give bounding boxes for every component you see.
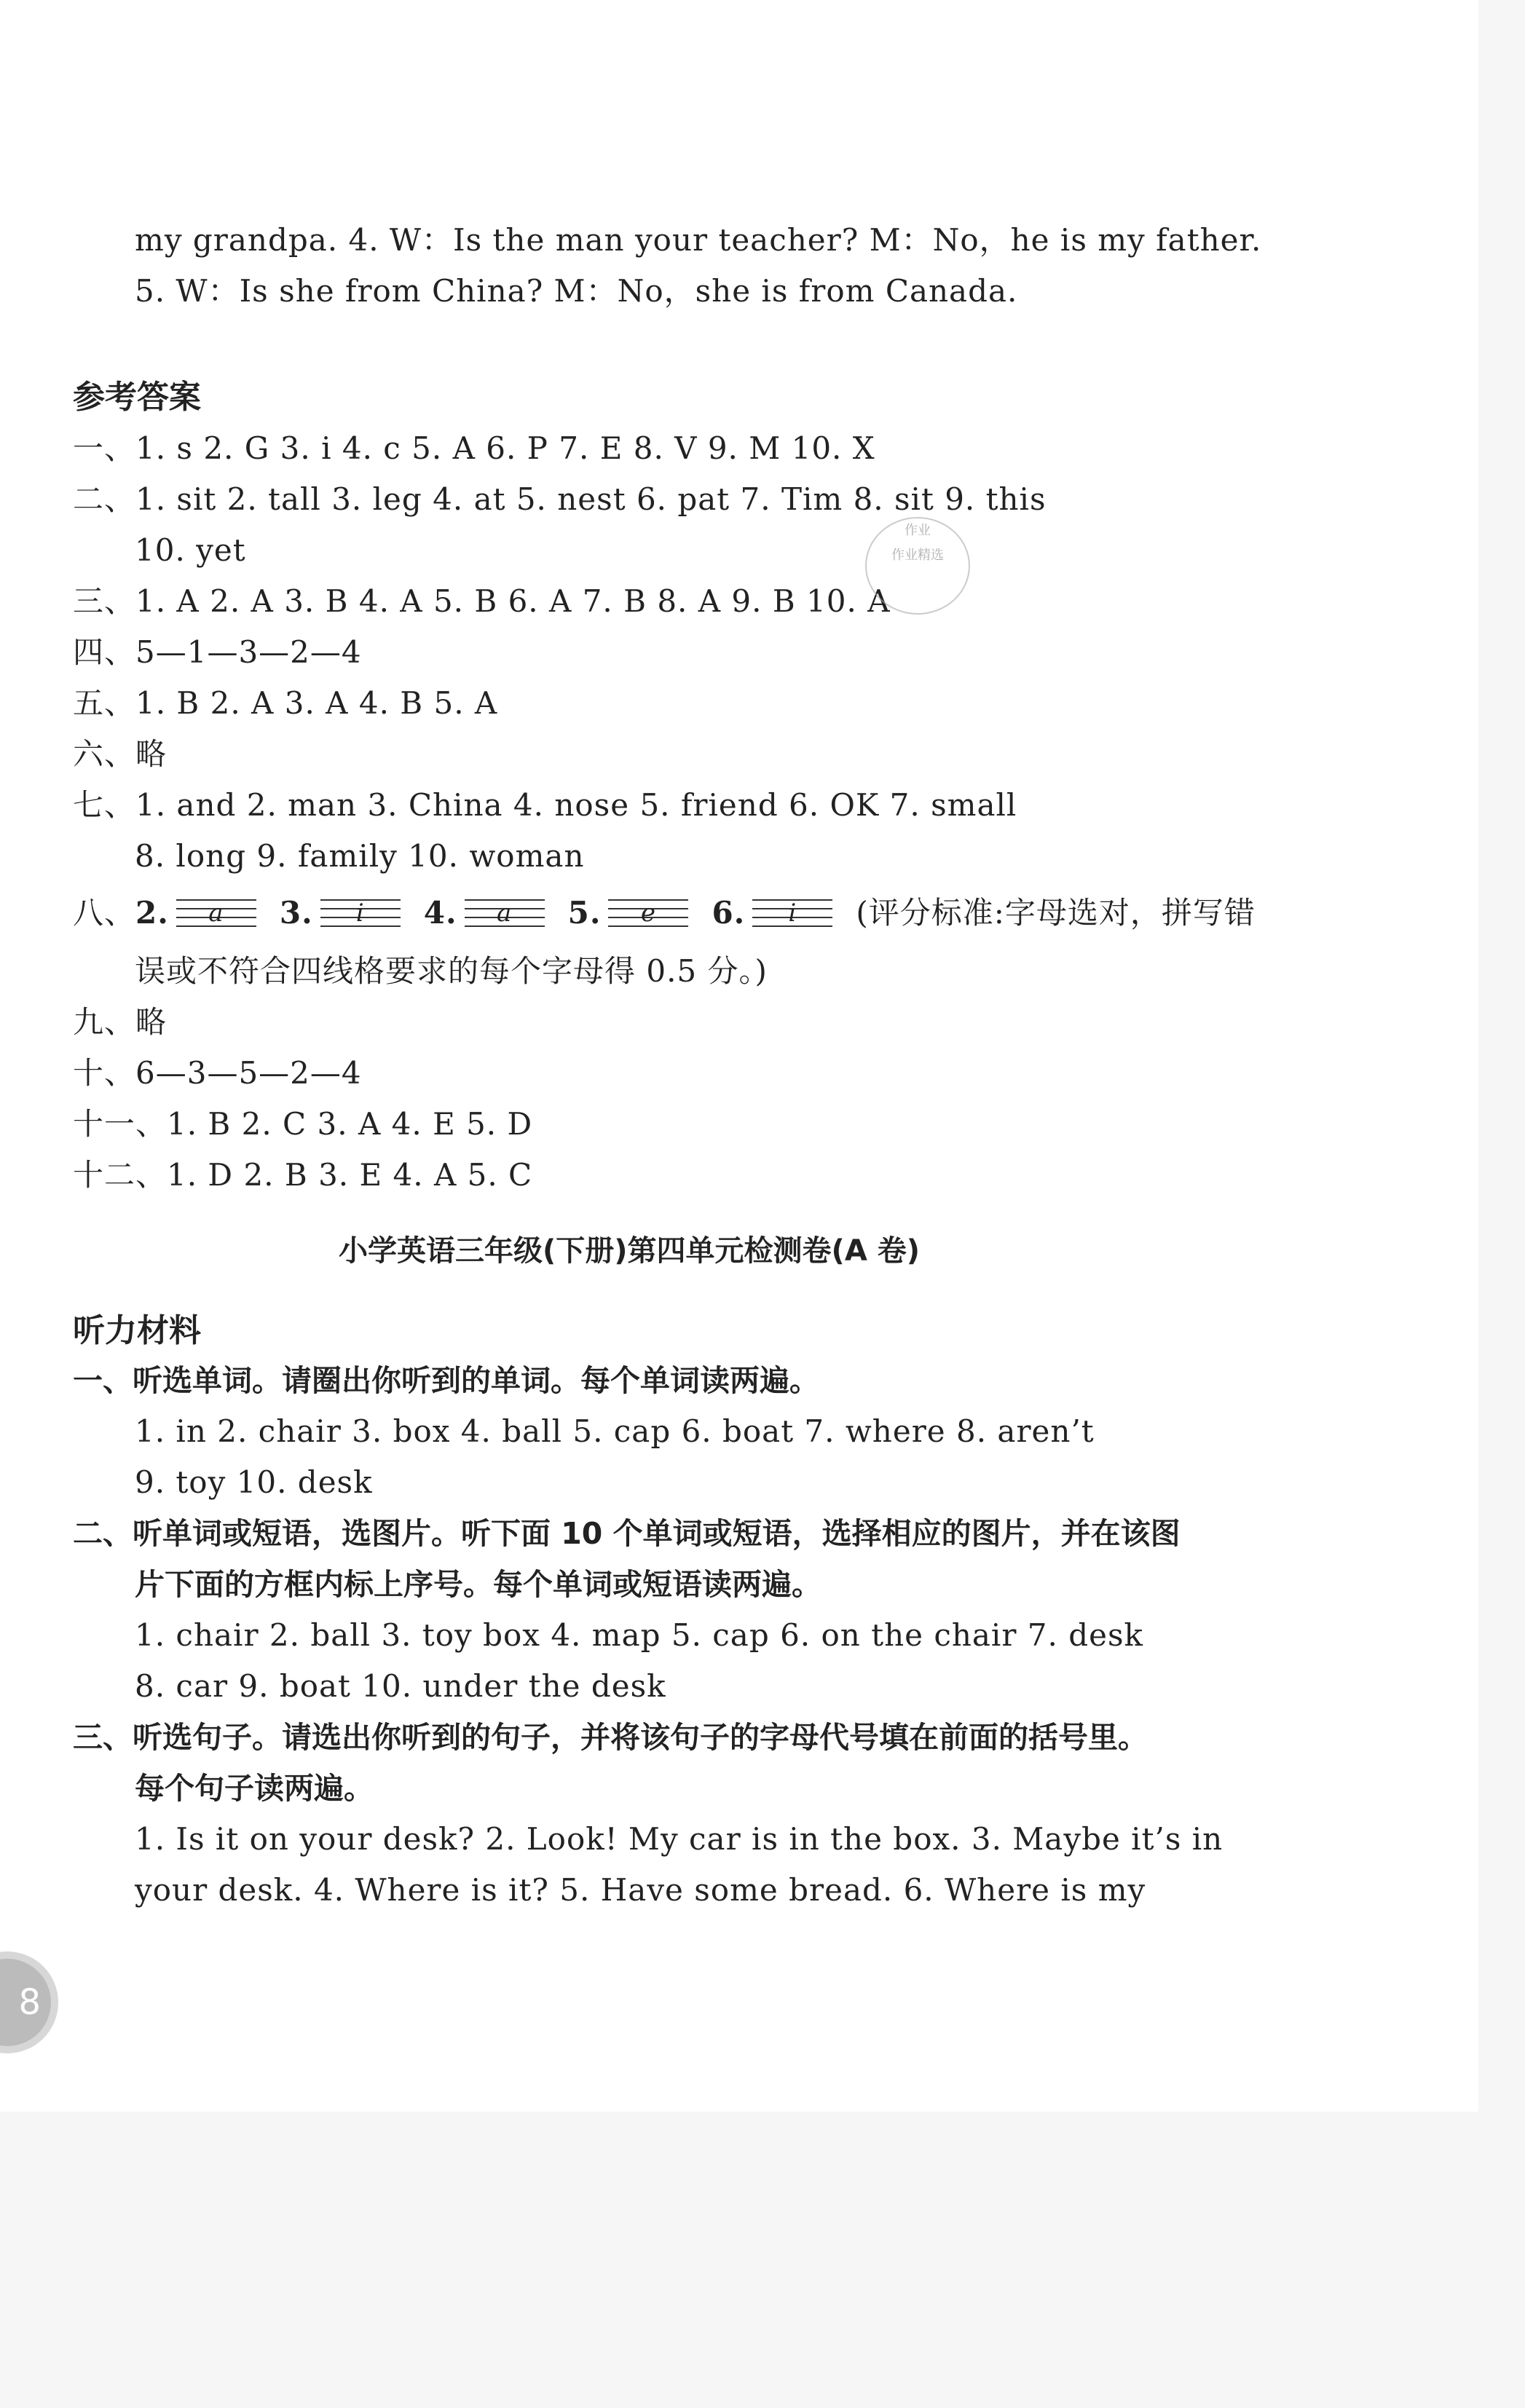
- answer-row-7-cont: 8. long 9. family 10. woman: [135, 838, 585, 874]
- item-number: 2.: [135, 895, 169, 931]
- four-line-grid: [176, 899, 256, 931]
- four-line-grid: [320, 899, 401, 931]
- section-3-answers-1: 1. Is it on your desk? 2. Look! My car is in the box. 3. Maybe it’s in: [135, 1821, 1223, 1857]
- four-line-item: [280, 895, 408, 931]
- four-line-item: [135, 895, 264, 931]
- handwritten-letter: i: [355, 899, 365, 928]
- section-2-question-2: 片下面的方框内标上序号。每个单词或短语读两遍。: [135, 1567, 821, 1602]
- answer-row-7: 七、1. and 2. man 3. China 4. nose 5. friend 6. OK 7. small: [73, 787, 1017, 823]
- answer-row-2-cont: 10. yet: [135, 532, 246, 568]
- row-8-note: (评分标准:字母选对，拼写错: [856, 895, 1256, 931]
- answer-row-5: 五、1. B 2. A 3. A 4. B 5. A: [73, 685, 498, 721]
- row-8-prefix: 八、: [73, 895, 136, 931]
- four-line-grid: [752, 899, 832, 931]
- answer-row-10: 十、6—3—5—2—4: [73, 1055, 362, 1091]
- answer-row-11: 十一、1. B 2. C 3. A 4. E 5. D: [73, 1106, 533, 1142]
- item-number: 3.: [279, 895, 313, 931]
- four-line-item: [568, 895, 696, 931]
- section-2-answers-2: 8. car 9. boat 10. under the desk: [135, 1668, 666, 1704]
- section-3-question-1: 三、听选句子。请选出你听到的句子，并将该句子的字母代号填在前面的括号里。: [73, 1720, 1148, 1755]
- listening-heading: 听力材料: [73, 1312, 201, 1349]
- section-1-answers-2: 9. toy 10. desk: [135, 1464, 373, 1500]
- four-line-grid: [608, 899, 688, 931]
- section-3-question-2: 每个句子读两遍。: [135, 1771, 374, 1806]
- four-line-item: [424, 895, 552, 931]
- unit-title: 小学英语三年级(下册)第四单元检测卷(A 卷): [339, 1234, 921, 1268]
- item-number: 4.: [423, 895, 457, 931]
- stamp-text-2: 作业精选: [891, 548, 944, 563]
- answer-row-3: 三、1. A 2. A 3. B 4. A 5. B 6. A 7. B 8. A 9. B 10. A: [73, 583, 891, 619]
- answer-row-8-cont: 误或不符合四线格要求的每个字母得 0.5 分。): [135, 953, 768, 989]
- handwritten-letter: a: [208, 899, 224, 928]
- answer-row-6: 六、略: [73, 736, 168, 772]
- section-1-question: 一、听选单词。请圈出你听到的单词。每个单词读两遍。: [73, 1363, 819, 1398]
- section-3-answers-2: your desk. 4. Where is it? 5. Have some bread. 6. Where is my: [135, 1872, 1146, 1908]
- handwritten-letter: a: [496, 899, 513, 928]
- four-line-grid: [465, 899, 545, 931]
- answers-heading: 参考答案: [73, 379, 201, 416]
- answer-row-8: [73, 893, 1256, 933]
- handwritten-letter: i: [788, 899, 797, 928]
- section-1-answers-1: 1. in 2. chair 3. box 4. ball 5. cap 6. boat 7. where 8. aren’t: [135, 1413, 1095, 1449]
- section-2-answers-1: 1. chair 2. ball 3. toy box 4. map 5. cap 6. on the chair 7. desk: [135, 1617, 1143, 1653]
- page-number-badge: 8: [0, 1959, 51, 2046]
- answer-row-2: 二、1. sit 2. tall 3. leg 4. at 5. nest 6. pat 7. Tim 8. sit 9. this: [73, 481, 1047, 517]
- answer-row-9: 九、略: [73, 1004, 168, 1040]
- four-line-items: [135, 895, 856, 931]
- continued-line-1: my grandpa. 4. W：Is the man your teacher? M：No，he is my father.: [135, 222, 1262, 258]
- continued-line-2: 5. W：Is she from China? M：No，she is from Canada.: [135, 273, 1018, 309]
- answer-row-4: 四、5—1—3—2—4: [73, 634, 362, 670]
- homework-stamp: [865, 517, 970, 615]
- handwritten-letter: e: [640, 899, 657, 928]
- item-number: 6.: [712, 895, 746, 931]
- item-number: 5.: [567, 895, 602, 931]
- section-2-question-1: 二、听单词或短语，选图片。听下面 10 个单词或短语，选择相应的图片，并在该图: [73, 1516, 1181, 1551]
- answer-row-12: 十二、1. D 2. B 3. E 4. A 5. C: [73, 1157, 533, 1193]
- answer-row-1: 一、1. s 2. G 3. i 4. c 5. A 6. P 7. E 8. V 9. M 10. X: [73, 430, 875, 466]
- four-line-item: [712, 895, 840, 931]
- stamp-text-1: 作业: [905, 523, 931, 538]
